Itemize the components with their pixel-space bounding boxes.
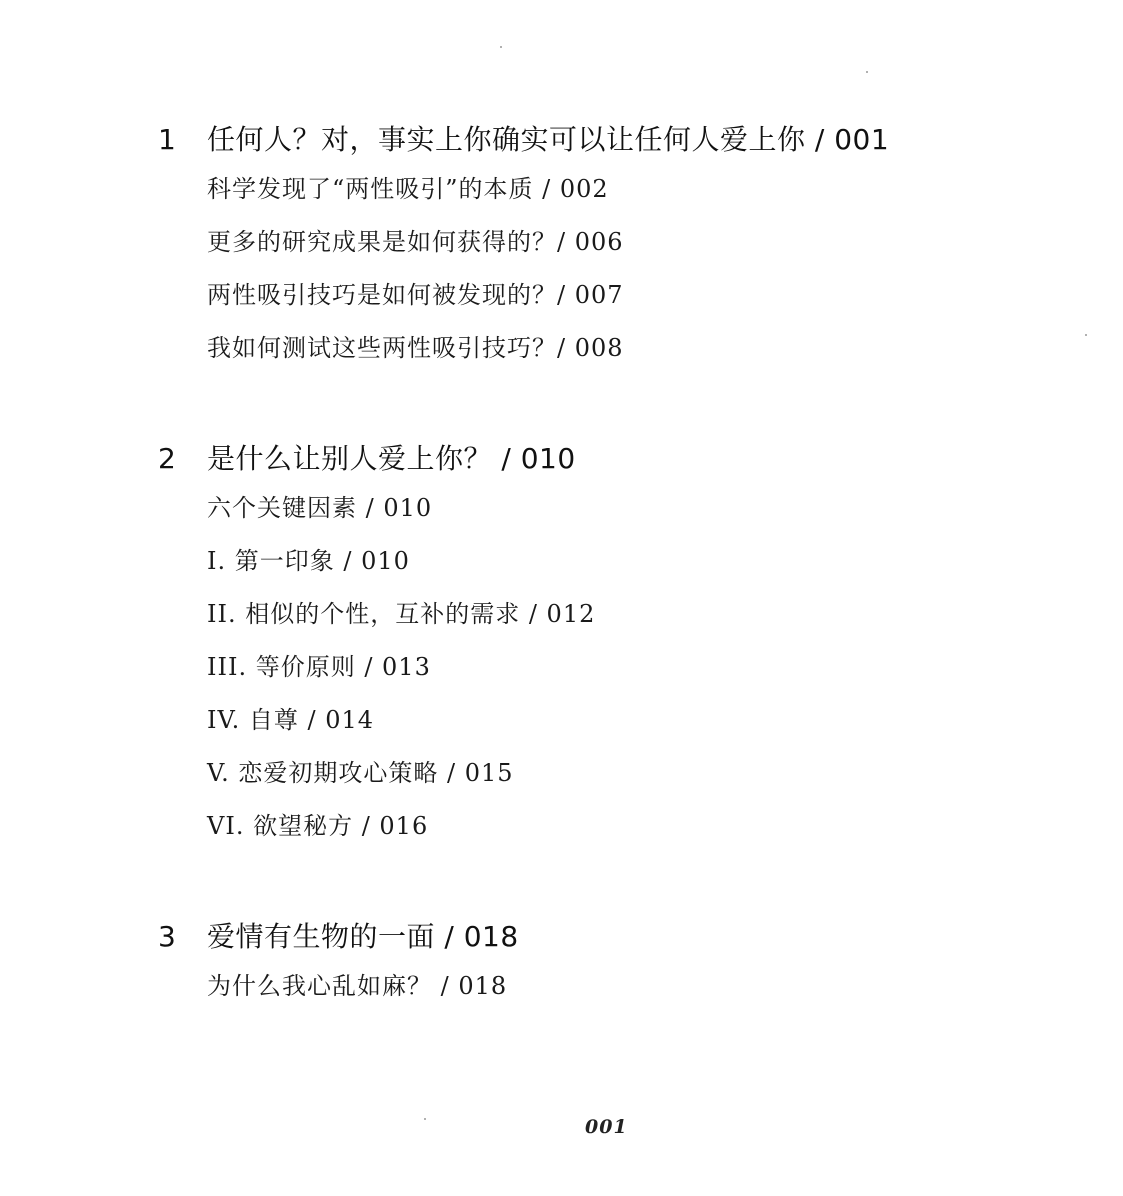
chapter-number: 3 [158,920,176,953]
section-entry: 科学发现了“两性吸引”的本质 / 002 [207,175,609,203]
section-list [207,493,595,864]
page-number: 001 [585,1116,628,1138]
scan-speck [866,71,868,73]
section-entry: 更多的研究成果是如何获得的？/ 006 [207,228,624,256]
section-list [207,971,507,1024]
section-entry: III. 等价原则 / 013 [207,653,431,681]
section-list [207,174,624,386]
section-entry: VI. 欲望秘方 / 016 [207,812,429,840]
chapter-number: 2 [158,442,176,475]
chapter-number: 1 [158,123,176,156]
scan-speck [424,1118,426,1120]
section-entry: 为什么我心乱如麻？ / 018 [207,972,508,1000]
chapter-heading [0,441,1000,481]
section-entry: I. 第一印象 / 010 [207,547,410,575]
chapter-title: 爱情有生物的一面 / 018 [207,920,519,953]
section-entry: V. 恋爱初期攻心策略 / 015 [207,759,514,787]
section-entry: II. 相似的个性，互补的需求 / 012 [207,600,596,628]
section-entry: 我如何测试这些两性吸引技巧？/ 008 [207,334,624,362]
chapter-heading [0,919,1000,959]
scan-speck [500,46,502,48]
section-entry: IV. 自尊 / 014 [207,706,375,734]
chapter-title: 是什么让别人爱上你？ / 010 [207,442,576,475]
scan-speck [1085,334,1087,336]
section-entry: 六个关键因素 / 010 [207,494,433,522]
chapter-heading [0,122,1000,162]
section-entry: 两性吸引技巧是如何被发现的？/ 007 [207,281,624,309]
chapter-title: 任何人？对，事实上你确实可以让任何人爱上你 / 001 [207,123,890,156]
